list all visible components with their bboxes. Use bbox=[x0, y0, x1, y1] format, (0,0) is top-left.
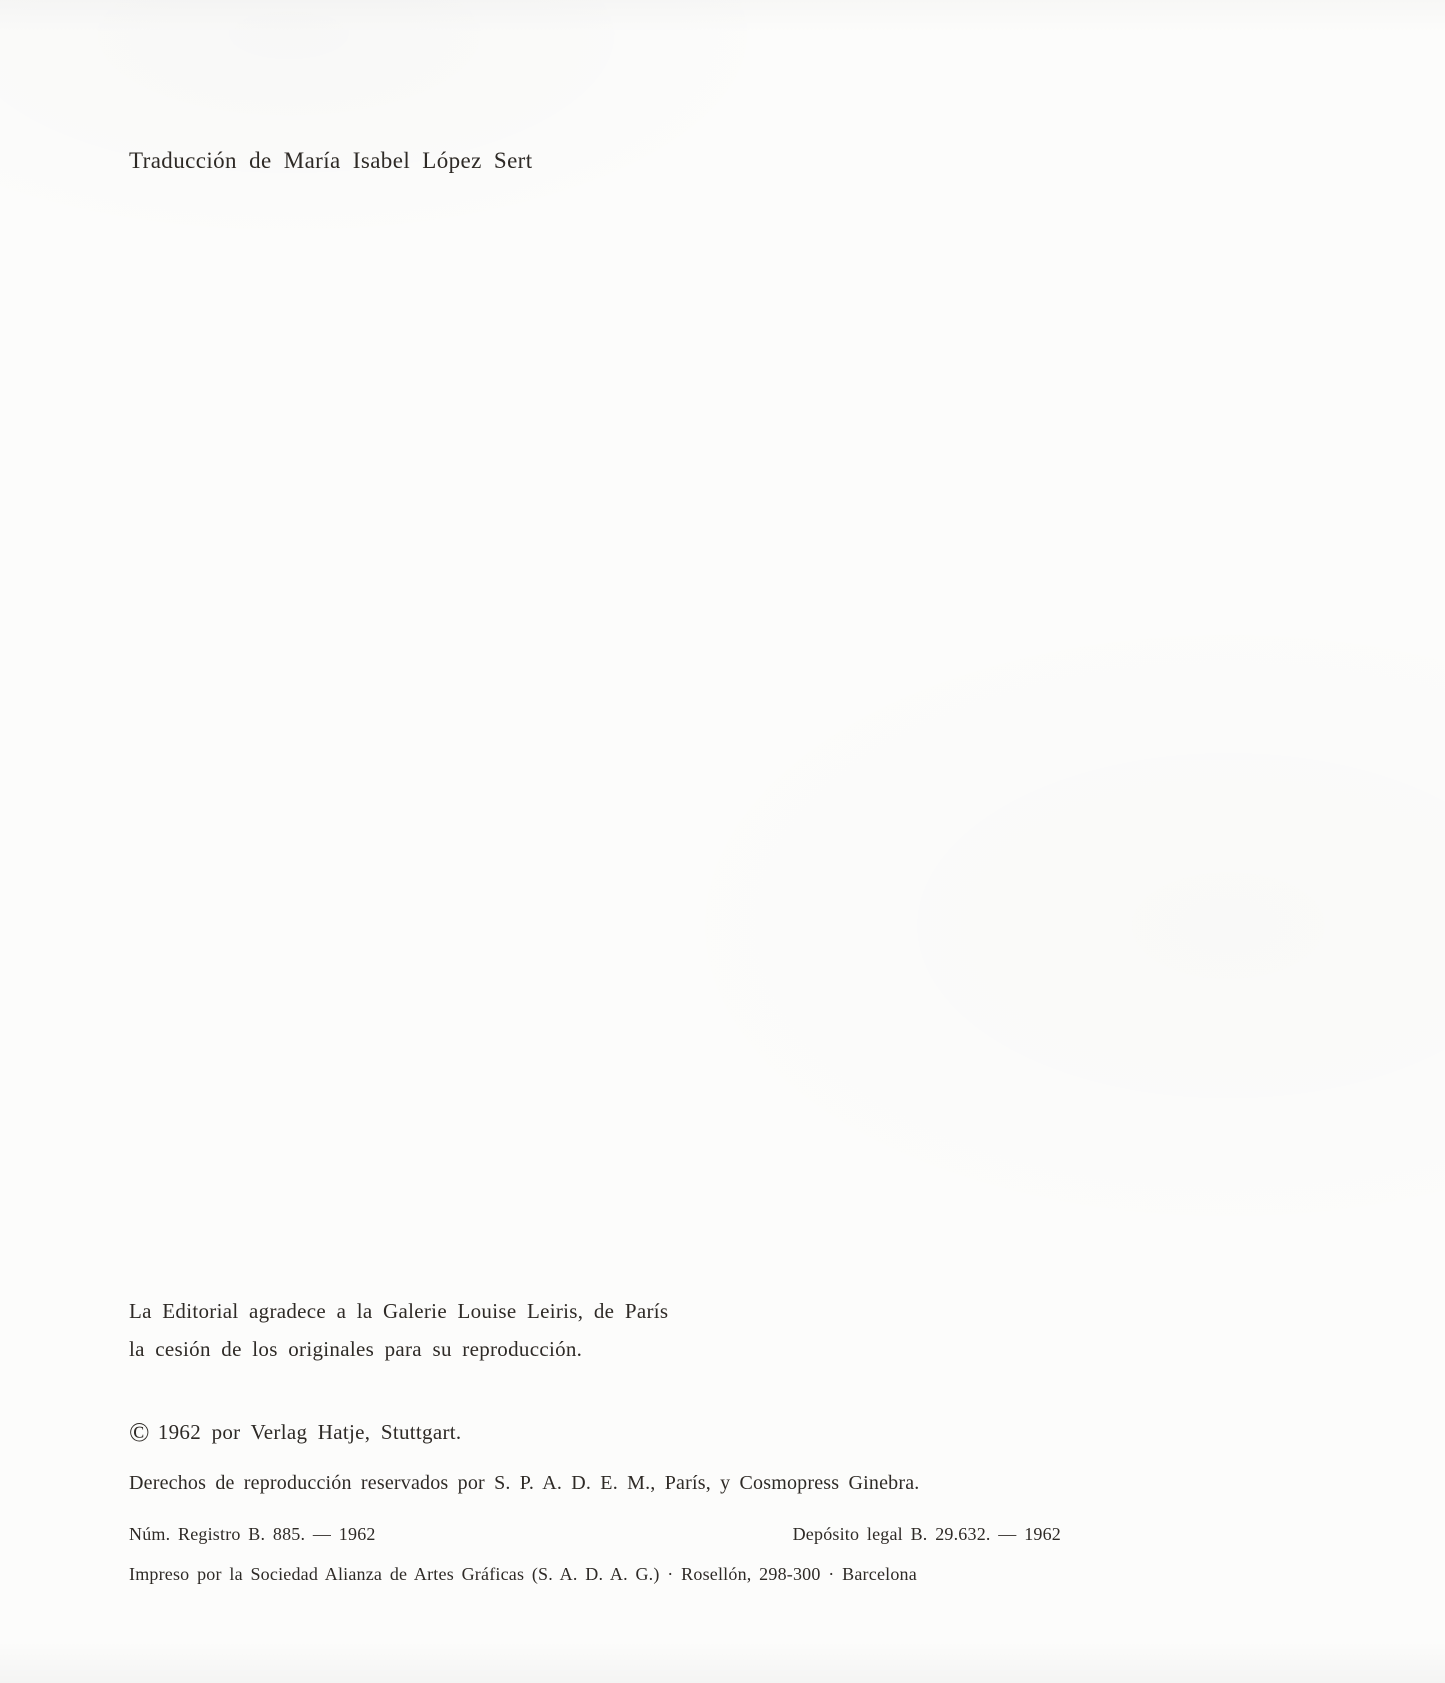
publisher-acknowledgement bbox=[129, 1292, 668, 1368]
registry-number: Núm. Registro B. 885. — 1962 bbox=[129, 1524, 376, 1544]
acknowledgement-line-1: La Editorial agradece a la Galerie Louise Leiris, de París bbox=[129, 1299, 669, 1323]
registry-row bbox=[129, 1524, 1061, 1545]
acknowledgement-line-2: la cesión de los originales para su reproducción. bbox=[129, 1337, 583, 1361]
reproduction-rights-line: Derechos de reproducción reservados por S. P. A. D. E. M., París, y Cosmopress Ginebra. bbox=[129, 1472, 920, 1494]
copyright-line bbox=[129, 1417, 461, 1448]
copyright-symbol-icon: © bbox=[129, 1417, 150, 1447]
copyright-text: 1962 por Verlag Hatje, Stuttgart. bbox=[157, 1420, 462, 1444]
translation-credit: Traducción de María Isabel López Sert bbox=[129, 148, 533, 173]
legal-deposit: Depósito legal B. 29.632. — 1962 bbox=[792, 1524, 1061, 1544]
printer-imprint-line: Impreso por la Sociedad Alianza de Artes Gráficas (S. A. D. A. G.) · Rosellón, 298-300 · Barcelona bbox=[129, 1564, 917, 1584]
